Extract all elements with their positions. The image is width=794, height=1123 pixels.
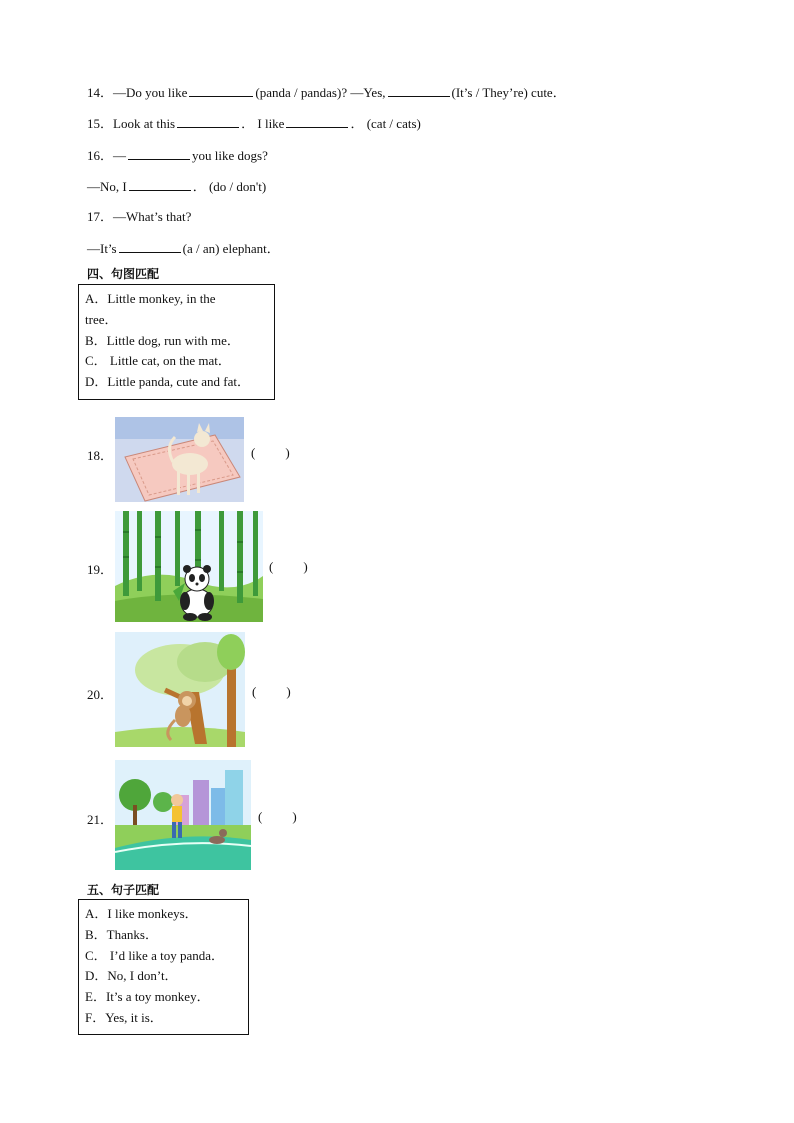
question-text: ． (cat / cats) [350,116,421,131]
question-text: Look at this [113,116,176,131]
paren-open: ( [258,809,263,824]
question-number: 20． [87,687,114,702]
boy-dog-park-picture [115,760,251,870]
question-number: 14． [87,85,114,100]
question-text: —No, I [87,179,127,194]
option-e: E．It’s a toy monkey． [85,989,210,1005]
paren-close: ) [303,559,308,574]
option-a-continued: tree． [85,311,118,327]
question-number: 16． [87,148,114,163]
answer-parentheses[interactable] [251,445,290,461]
question-text: (It’s / They’re) cute． [451,85,566,100]
question-text: (panda / pandas)? —Yes, [255,85,386,100]
answer-parentheses[interactable] [258,809,297,825]
answer-blank[interactable] [286,115,348,128]
section-heading: 五、句子匹配 [87,883,160,897]
question-text: ． I like [241,116,285,131]
question-15 [87,115,421,132]
option-c: C． I’d like a toy panda． [85,947,224,963]
paren-close: ) [285,445,290,460]
paren-open: ( [252,684,257,699]
answer-blank[interactable] [177,115,239,128]
answer-parentheses[interactable] [252,684,291,700]
option-c: C． Little cat, on the mat． [85,353,231,369]
question-text: ． (do / don't) [192,179,267,194]
answer-blank[interactable] [119,240,181,253]
paren-close: ) [292,809,297,824]
question-text: — [113,148,127,163]
cat-on-mat-picture [115,417,244,502]
question-17-response [87,240,280,257]
option-a: A．Little monkey, in the [85,291,216,306]
answer-parentheses[interactable] [269,559,308,575]
paren-open: ( [269,559,274,574]
option-d: D．No, I don’t． [85,968,178,984]
question-text: you like dogs? [192,148,268,163]
question-number: 18． [87,448,114,463]
option-f: F．Yes, it is． [85,1009,163,1025]
paren-close: ) [286,684,291,699]
panda-bamboo-picture [115,511,263,622]
answer-blank[interactable] [129,178,191,191]
option-d: D．Little panda, cute and fat． [85,374,250,390]
question-text: —What’s that? [113,209,192,224]
question-text: (a / an) elephant． [182,241,280,256]
options-box [78,284,275,400]
answer-blank[interactable] [128,147,190,160]
question-14 [87,84,566,101]
option-b: B．Thanks． [85,926,158,942]
question-16-response [87,178,266,195]
question-16 [87,147,268,164]
options-box [78,899,249,1035]
paren-open: ( [251,445,256,460]
answer-blank[interactable] [388,84,450,97]
question-text: —Do you like [113,85,188,100]
question-number: 17． [87,209,114,224]
answer-blank[interactable] [189,84,253,97]
question-number: 19． [87,562,114,577]
option-a: A．I like monkeys． [85,906,198,921]
question-17 [87,209,191,225]
question-number: 15． [87,116,114,131]
question-number: 21． [87,812,114,827]
section-heading: 四、句图匹配 [87,267,160,281]
option-b: B．Little dog, run with me． [85,332,240,348]
question-text: —It’s [87,241,117,256]
monkey-tree-picture [115,632,245,747]
